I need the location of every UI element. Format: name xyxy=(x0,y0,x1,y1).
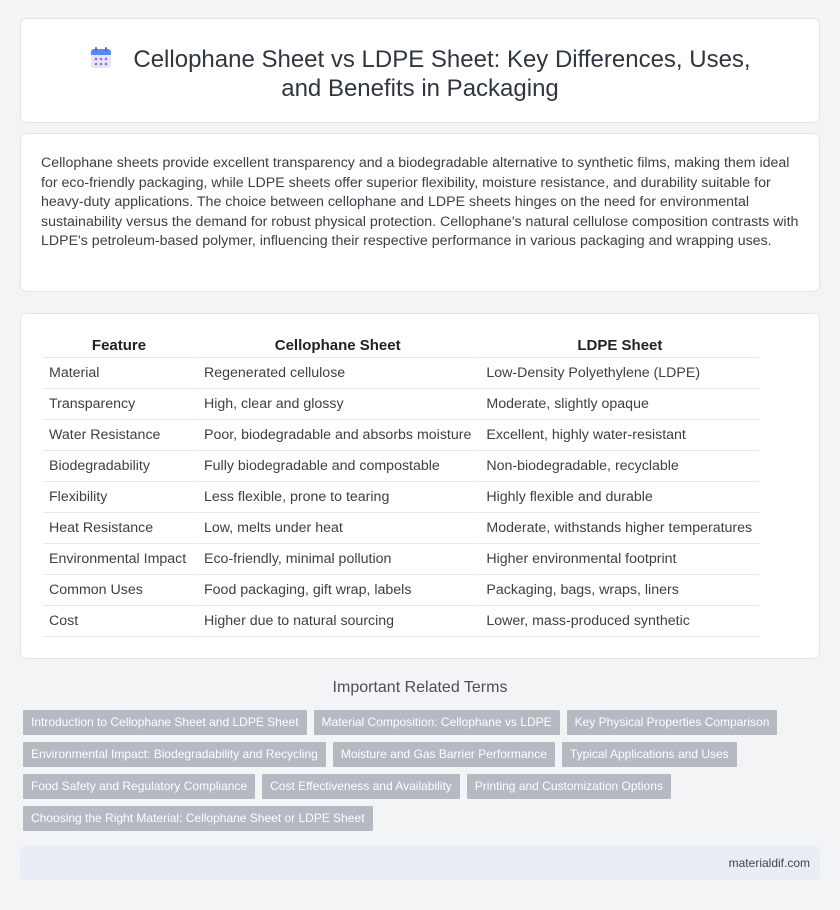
related-term-link[interactable]: Printing and Customization Options xyxy=(467,774,671,799)
table-header-row xyxy=(43,334,759,358)
intro-card xyxy=(20,133,820,292)
calendar-icon xyxy=(89,46,113,70)
header-ldpe: LDPE Sheet xyxy=(477,334,759,358)
header-feature: Feature xyxy=(43,334,195,358)
cellophane-cell: Eco-friendly, minimal pollution xyxy=(195,544,477,575)
table-row xyxy=(43,420,759,451)
related-term-link[interactable]: Choosing the Right Material: Cellophane Sheet or LDPE Sheet xyxy=(23,806,373,831)
feature-cell: Heat Resistance xyxy=(43,513,195,544)
ldpe-cell: Non-biodegradable, recyclable xyxy=(477,451,759,482)
related-term-link[interactable]: Key Physical Properties Comparison xyxy=(567,710,778,735)
comparison-table xyxy=(43,334,759,637)
table-row xyxy=(43,575,759,606)
related-term-link[interactable]: Typical Applications and Uses xyxy=(562,742,737,767)
feature-cell: Flexibility xyxy=(43,482,195,513)
cellophane-cell: High, clear and glossy xyxy=(195,389,477,420)
feature-cell: Water Resistance xyxy=(43,420,195,451)
header-card xyxy=(20,18,820,123)
table-row xyxy=(43,451,759,482)
cellophane-cell: Fully biodegradable and compostable xyxy=(195,451,477,482)
related-term-link[interactable]: Moisture and Gas Barrier Performance xyxy=(333,742,555,767)
cellophane-cell: Higher due to natural sourcing xyxy=(195,606,477,637)
ldpe-cell: Low-Density Polyethylene (LDPE) xyxy=(477,358,759,389)
feature-cell: Biodegradability xyxy=(43,451,195,482)
table-row xyxy=(43,544,759,575)
related-terms-list xyxy=(23,710,823,838)
table-row xyxy=(43,606,759,637)
header-cellophane: Cellophane Sheet xyxy=(195,334,477,358)
cellophane-cell: Low, melts under heat xyxy=(195,513,477,544)
footer-site-link[interactable]: materialdif.com xyxy=(728,856,810,870)
related-term-link[interactable]: Material Composition: Cellophane vs LDPE xyxy=(314,710,560,735)
feature-cell: Common Uses xyxy=(43,575,195,606)
ldpe-cell: Excellent, highly water-resistant xyxy=(477,420,759,451)
ldpe-cell: Higher environmental footprint xyxy=(477,544,759,575)
ldpe-cell: Lower, mass-produced synthetic xyxy=(477,606,759,637)
related-terms-title: Important Related Terms xyxy=(332,679,508,696)
feature-cell: Environmental Impact xyxy=(43,544,195,575)
ldpe-cell: Packaging, bags, wraps, liners xyxy=(477,575,759,606)
feature-cell: Cost xyxy=(43,606,195,637)
page-title: Cellophane Sheet vs LDPE Sheet: Key Differences, Uses, and Benefits in Packaging xyxy=(133,46,751,102)
ldpe-cell: Moderate, slightly opaque xyxy=(477,389,759,420)
table-row xyxy=(43,358,759,389)
table-row xyxy=(43,482,759,513)
related-term-link[interactable]: Environmental Impact: Biodegradability and Recycling xyxy=(23,742,326,767)
related-term-link[interactable]: Cost Effectiveness and Availability xyxy=(262,774,460,799)
table-row xyxy=(43,513,759,544)
cellophane-cell: Poor, biodegradable and absorbs moisture xyxy=(195,420,477,451)
feature-cell: Material xyxy=(43,358,195,389)
cellophane-cell: Regenerated cellulose xyxy=(195,358,477,389)
feature-cell: Transparency xyxy=(43,389,195,420)
table-row xyxy=(43,389,759,420)
footer-bar xyxy=(20,846,820,880)
cellophane-cell: Less flexible, prone to tearing xyxy=(195,482,477,513)
related-term-link[interactable]: Food Safety and Regulatory Compliance xyxy=(23,774,255,799)
ldpe-cell: Moderate, withstands higher temperatures xyxy=(477,513,759,544)
page-title-wrap xyxy=(21,45,819,103)
intro-paragraph: Cellophane sheets provide excellent transparency and a biodegradable alternative to synthetic films, making them ideal for eco-friendly packaging, while LDPE sheets offer superior flexibility, moisture resistance, and durability suitable for heavy-duty applications. The choice between cellophane and LDPE sheets hinges on the need for environmental sustainability versus the demand for robust physical protection. Cellophane's natural cellulose composition contrasts with LDPE's petroleum-based polymer, influencing their respective performance in various packaging and wrapping uses. xyxy=(41,155,799,250)
cellophane-cell: Food packaging, gift wrap, labels xyxy=(195,575,477,606)
related-term-link[interactable]: Introduction to Cellophane Sheet and LDPE Sheet xyxy=(23,710,307,735)
ldpe-cell: Highly flexible and durable xyxy=(477,482,759,513)
comparison-card xyxy=(20,313,820,659)
